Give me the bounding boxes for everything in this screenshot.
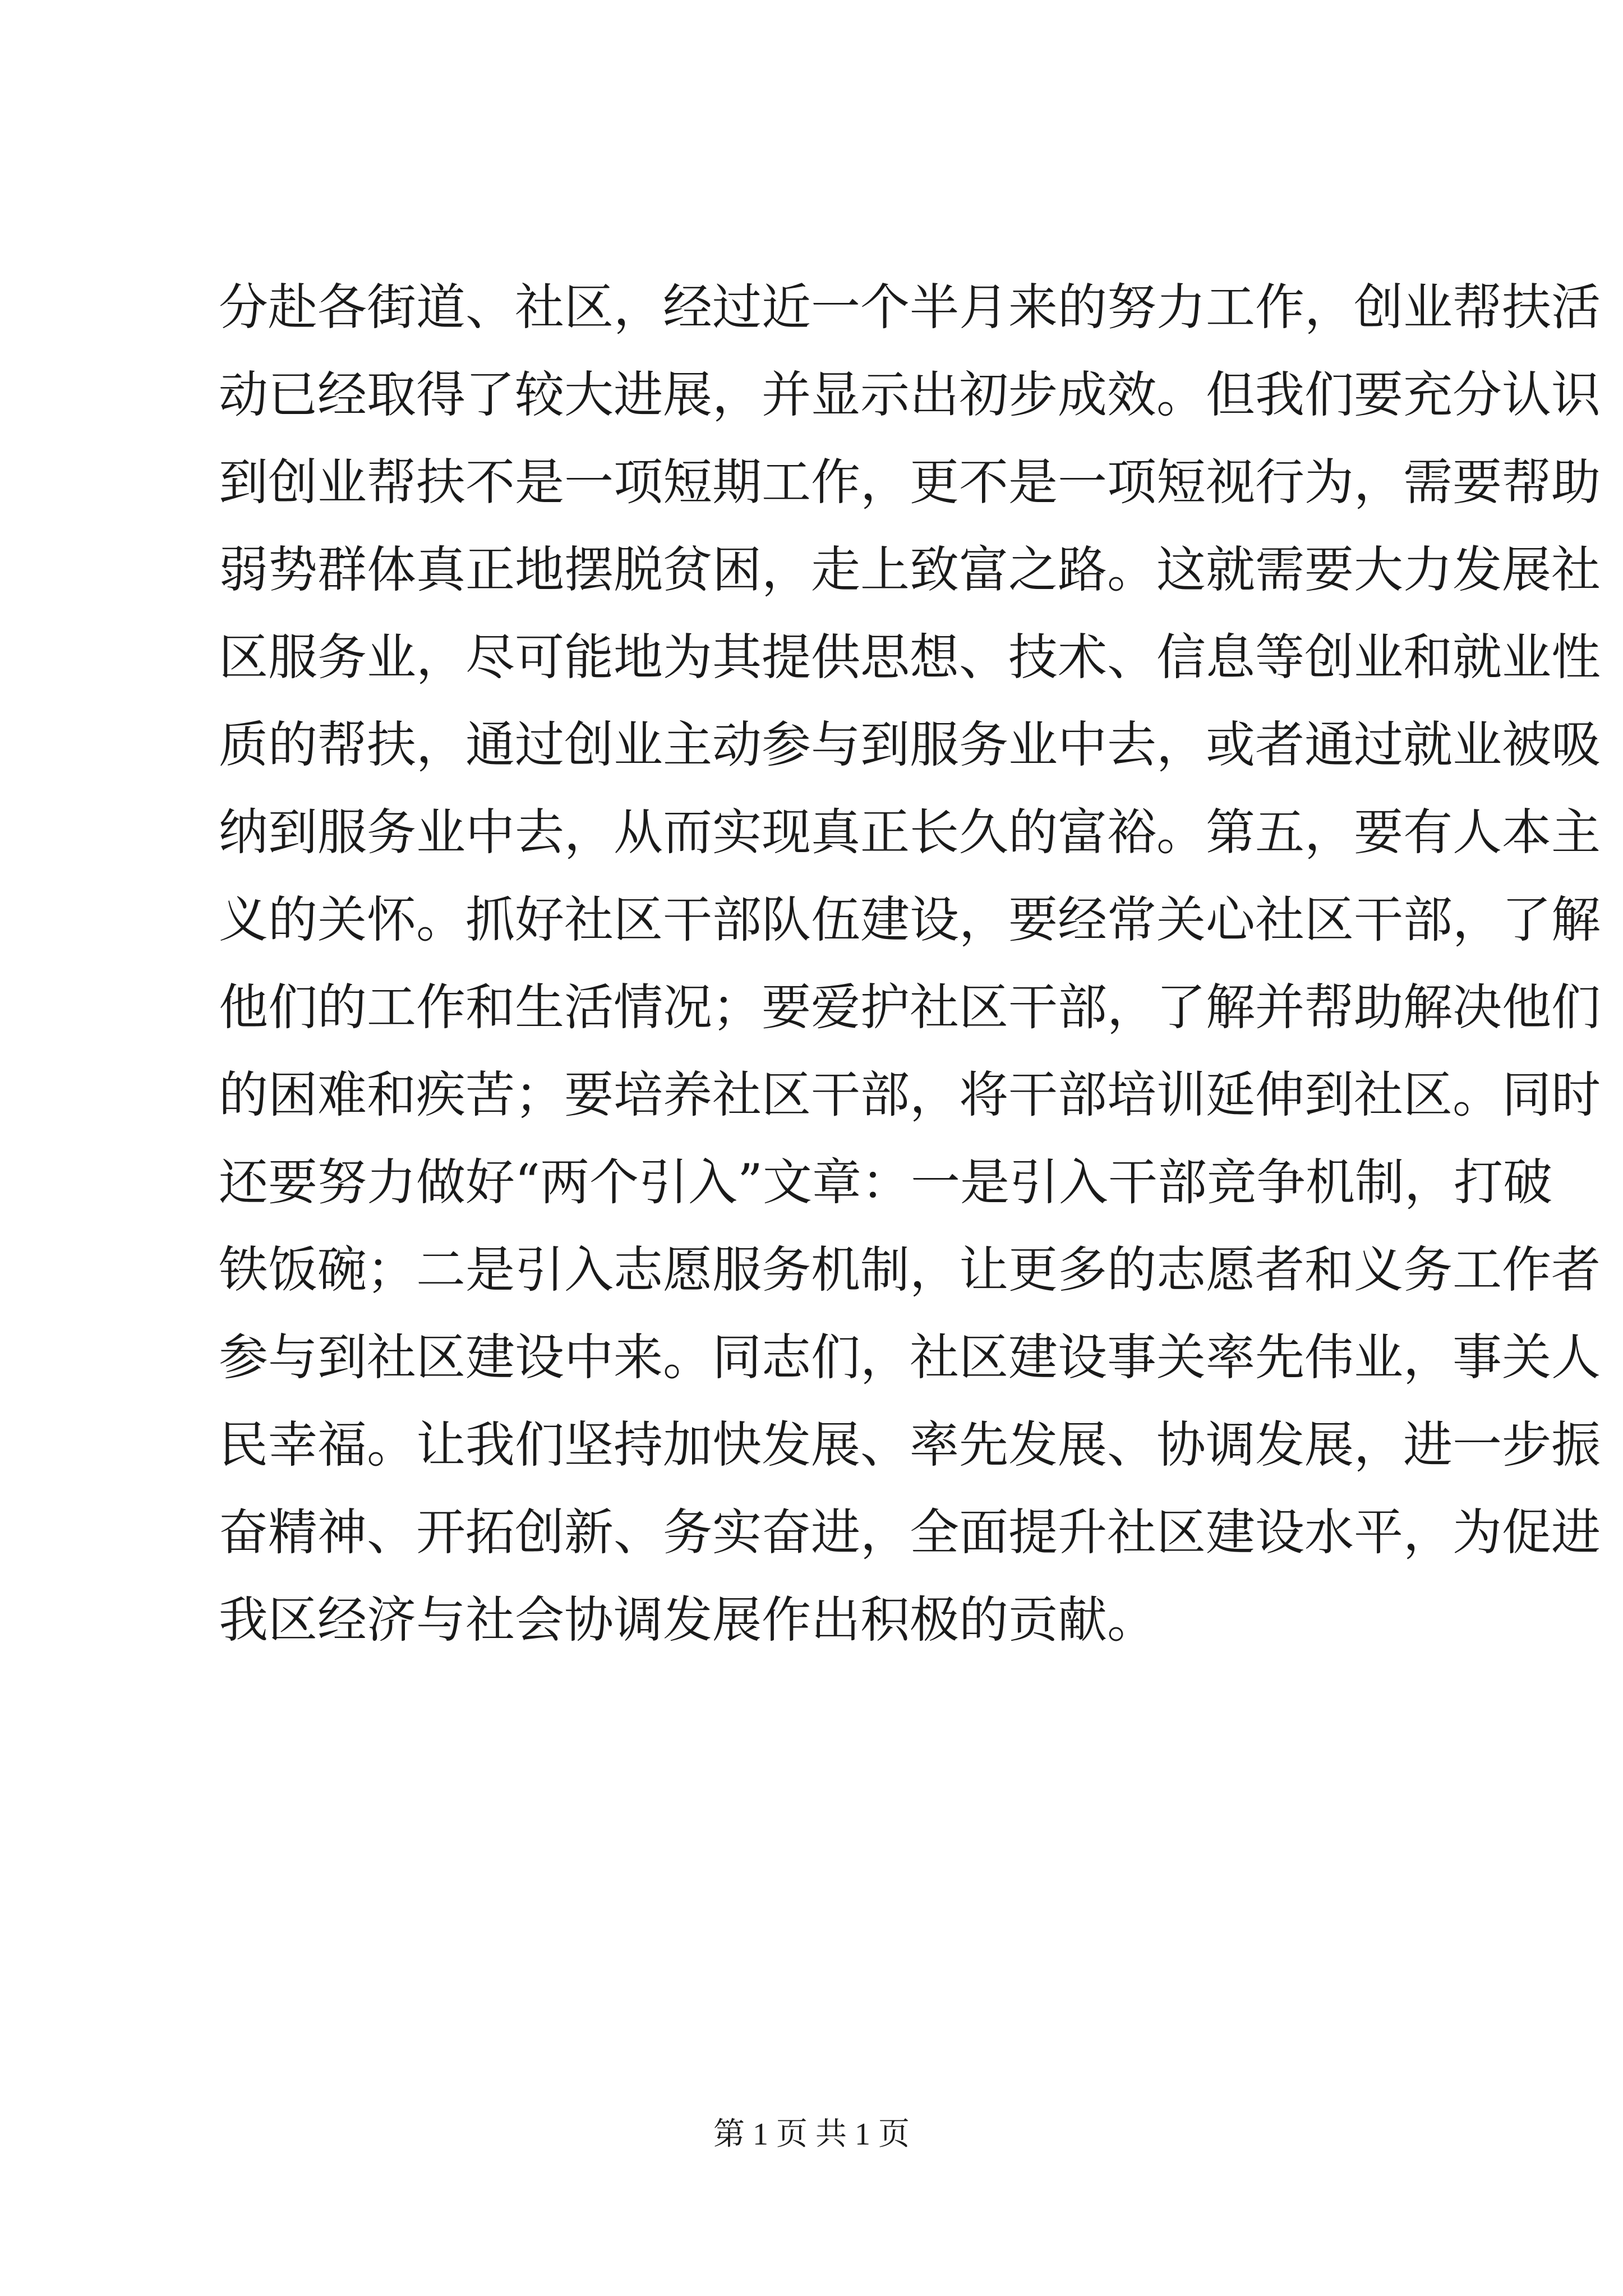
paragraph-line: 的困难和疾苦；要培养社区干部，将干部培训延伸到社区。同时: [219, 1066, 1601, 1124]
paragraph-line: 参与到社区建设中来。同志们，社区建设事关率先伟业，事关人: [219, 1328, 1601, 1386]
page-number-footer: 第 1 页 共 1 页: [713, 2117, 910, 2152]
body-paragraph: [219, 264, 1601, 1664]
paragraph-line: 分赴各街道、社区，经过近一个半月来的努力工作，创业帮扶活: [219, 278, 1601, 336]
paragraph-line: 铁饭碗；二是引入志愿服务机制，让更多的志愿者和义务工作者: [219, 1241, 1601, 1299]
paragraph-line: 我区经济与社会协调发展作出积极的贡献。: [219, 1591, 1157, 1649]
paragraph-line: 义的关怀。抓好社区干部队伍建设，要经常关心社区干部，了解: [219, 891, 1601, 949]
paragraph-line: 民幸福。让我们坚持加快发展、率先发展、协调发展，进一步振: [219, 1416, 1601, 1474]
paragraph-line: 奋精神、开拓创新、务实奋进，全面提升社区建设水平，为促进: [219, 1503, 1601, 1561]
paragraph-line: 动已经取得了较大进展，并显示出初步成效。但我们要充分认识: [219, 366, 1601, 424]
paragraph-line: 质的帮扶，通过创业主动参与到服务业中去，或者通过就业被吸: [219, 716, 1601, 774]
paragraph-line: 还要努力做好“两个引入”文章：一是引入干部竞争机制，打破: [219, 1153, 1552, 1211]
paragraph-line: 纳到服务业中去，从而实现真正长久的富裕。第五，要有人本主: [219, 803, 1601, 861]
paragraph-line: 区服务业，尽可能地为其提供思想、技术、信息等创业和就业性: [219, 628, 1601, 686]
paragraph-line: 他们的工作和生活情况；要爱护社区干部，了解并帮助解决他们: [219, 978, 1601, 1036]
paragraph-line: 弱势群体真正地摆脱贫困，走上致富之路。这就需要大力发展社: [219, 541, 1601, 599]
paragraph-line: 到创业帮扶不是一项短期工作，更不是一项短视行为，需要帮助: [219, 453, 1601, 511]
